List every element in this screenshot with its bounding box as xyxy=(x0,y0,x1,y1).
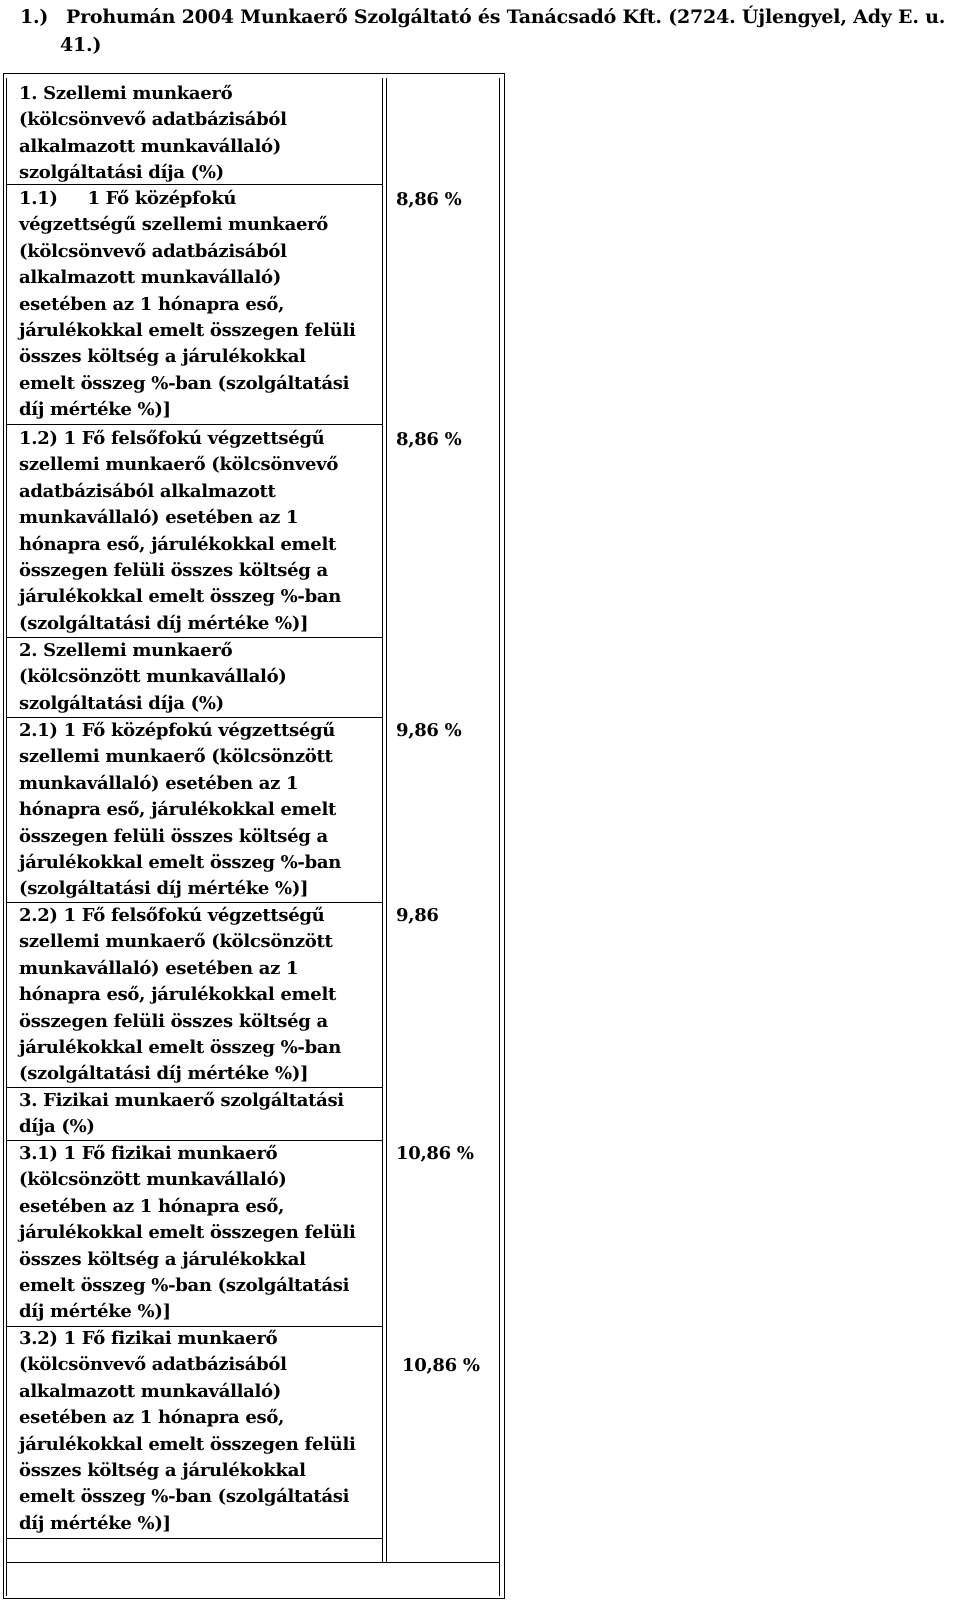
column-divider-inner xyxy=(386,78,387,1562)
column-divider xyxy=(382,78,383,1562)
table-row-label: 3.1) 1 Fő fizikai munkaerő (kölcsönzött munkavállaló) esetében az 1 hónapra eső, járulékokkal emelt összegen felüli összes költség a járulékokkal emelt összeg %-ban (szolgáltatási díj mértéke %)] xyxy=(19,1143,356,1323)
table-row-value: 10,86 % xyxy=(396,1143,474,1164)
table-row-label: 1.1) 1 Fő középfokú végzettségű szellemi munkaerő (kölcsönvevő adatbázisából alkalmazott munkavállaló) esetében az 1 hónapra eső, járulékokkal emelt összegen felüli összes költség a járulékokkal emelt összeg %-ban (szolgáltatási díj mértéke %)] xyxy=(19,188,356,421)
table-row-value: 9,86 xyxy=(396,905,439,926)
row-divider xyxy=(6,1538,382,1539)
table-row-label: 1. Szellemi munkaerő (kölcsönvevő adatbázisából alkalmazott munkavállaló) szolgáltatási díja (%) xyxy=(19,83,287,184)
title-line-1: Prohumán 2004 Munkaerő Szolgáltató és Tanácsadó Kft. (2724. Újlengyel, Ady E. u. xyxy=(66,6,946,28)
table-row-label: 1.2) 1 Fő felsőfokú végzettségű szellemi munkaerő (kölcsönvevő adatbázisából alkalmazott munkavállaló) esetében az 1 hónapra eső, járulékokkal emelt összegen felüli összes költség a járulékokkal emelt összeg %-ban (szolgáltatási díj mértéke %)] xyxy=(19,428,342,634)
table-row-label: 2.1) 1 Fő középfokú végzettségű szellemi munkaerő (kölcsönzött munkavállaló) esetében az 1 hónapra eső, járulékokkal emelt összegen felüli összes költség a járulékokkal emelt összeg %-ban (szolgáltatási díj mértéke %)] xyxy=(19,720,342,900)
row-divider xyxy=(6,424,382,425)
table-row-label: 2. Szellemi munkaerő (kölcsönzött munkavállaló) szolgáltatási díja (%) xyxy=(19,640,287,714)
table-row-label: 3. Fizikai munkaerő szolgáltatási díja (%) xyxy=(19,1090,344,1138)
table-row-label: 2.2) 1 Fő felsőfokú végzettségű szellemi munkaerő (kölcsönzött munkavállaló) esetében az 1 hónapra eső, járulékokkal emelt összegen felüli összes költség a járulékokkal emelt összeg %-ban (szolgáltatási díj mértéke %)] xyxy=(19,905,342,1085)
document-title xyxy=(20,3,950,59)
table-row-value: 10,86 % xyxy=(402,1355,480,1376)
title-line-2: 41.) xyxy=(60,34,102,56)
table-row-value: 9,86 % xyxy=(396,720,462,741)
table-row-value: 8,86 % xyxy=(396,429,462,450)
table-bottom-line xyxy=(6,1562,500,1563)
table-row-label: 3.2) 1 Fő fizikai munkaerő (kölcsönvevő adatbázisából alkalmazott munkavállaló) esetében az 1 hónapra eső, járulékokkal emelt összegen felüli összes költség a járulékokkal emelt összeg %-ban (szolgáltatási díj mértéke %)] xyxy=(19,1328,356,1534)
title-number: 1.) xyxy=(20,6,49,28)
table-row-value: 8,86 % xyxy=(396,189,462,210)
